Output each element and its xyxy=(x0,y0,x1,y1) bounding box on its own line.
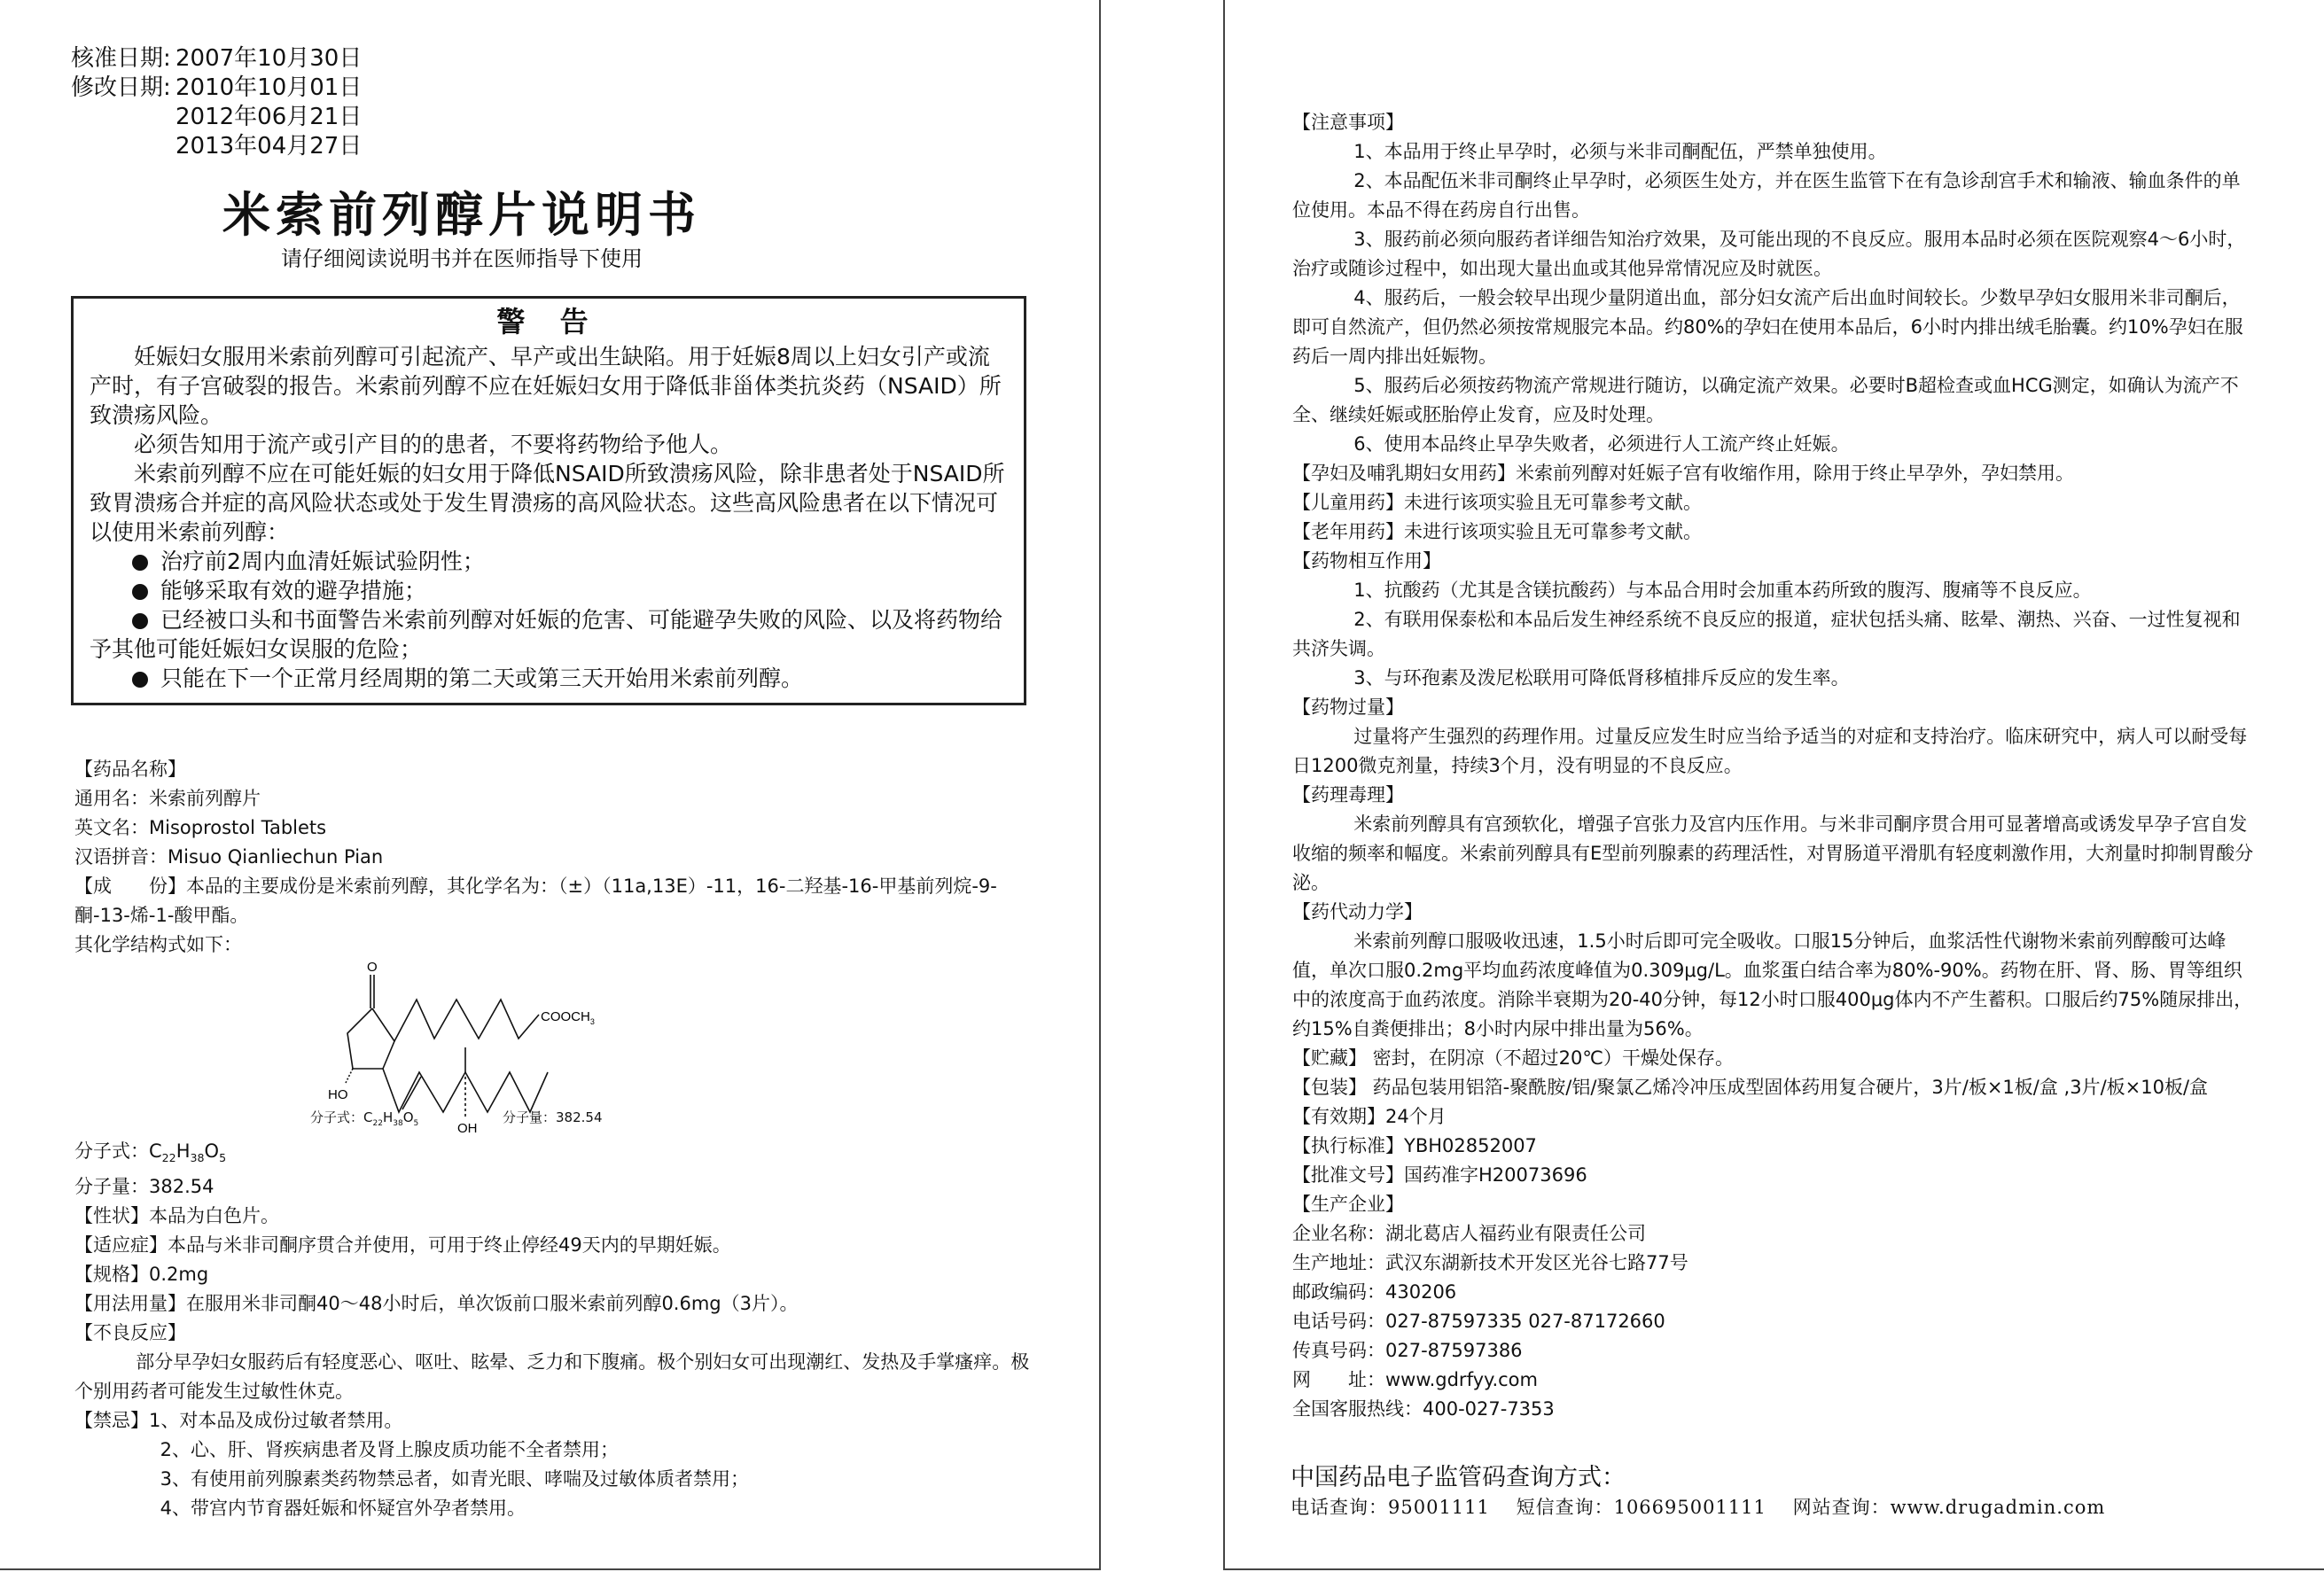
interaction-item: 2、有联用保泰松和本品后发生神经系统不良反应的报道，症状包括头痛、眩晕、潮热、兴奋、一过性复视和共济失调。 xyxy=(1292,609,2241,659)
chain-hydroxyl-label: OH xyxy=(457,1121,478,1134)
maker-postcode: 邮政编码：430206 xyxy=(1292,1281,1457,1303)
standard: 【执行标准】YBH02852007 xyxy=(1292,1135,1537,1156)
warning-bullet: 治疗前2周内血清妊娠试验阴性； xyxy=(160,549,485,574)
maker-fax: 传真号码：027-87597386 xyxy=(1292,1340,1523,1361)
structure-caption: 分子式：$C_{22}H_{38}O_5$ 分子量：382.54 xyxy=(310,1109,603,1128)
contraindication: 【禁忌】1、对本品及成份过敏者禁用。 xyxy=(74,1410,403,1432)
structure-weight-caption: 分子量：382.54 xyxy=(503,1109,603,1125)
maker-phone: 电话号码：027-87597335 027-87172660 xyxy=(1292,1311,1665,1332)
section-heading: 【药品名称】 xyxy=(74,759,186,780)
pharmacology-text: 米索前列醇具有宫颈软化，增强子宫张力及宫内压作用。与米非司酮序贯合用可显著增高或诱发早孕子宫自发收缩的频率和幅度。米索前列醇具有E型前列腺素的药理活性，对胃肠道平滑肌有轻度刺激作用，大剂量时抑制胃酸分泌。 xyxy=(1292,813,2254,893)
indication: 【适应症】本品与米非司酮序贯合并使用，可用于终止停经49天内的早期妊娠。 xyxy=(74,1234,731,1257)
right-column xyxy=(1292,108,2258,1424)
modify-date: 2013年04月27日 xyxy=(175,133,363,160)
revision-dates xyxy=(71,44,362,161)
generic-name: 通用名：米索前列醇片 xyxy=(74,788,261,809)
warning-paragraph: 必须告知用于流产或引产目的的患者，不要将药物给予他人。 xyxy=(134,432,733,457)
ketone-oxygen-label: O xyxy=(367,960,378,975)
section-heading: 【注意事项】 xyxy=(1292,112,1404,133)
pregnancy-use: 【孕妇及哺乳期妇女用药】米索前列醇对妊娠子宫有收缩作用，除用于终止早孕外，孕妇禁用。 xyxy=(1292,463,2074,484)
warning-paragraph: 妊娠妇女服用米索前列醇可引起流产、早产或出生缺陷。用于妊娠8周以上妇女引产或流产时，有子宫破裂的报告。米索前列醇不应在妊娠妇女用于降低非甾体类抗炎药（NSAID）所致溃疡风险。 xyxy=(90,344,1002,428)
precaution-item: 1、本品用于终止早孕时，必须与米非司酮配伍，严禁单独使用。 xyxy=(1353,141,1887,162)
modify-date-label: 修改日期: xyxy=(71,74,171,101)
precaution-item: 3、服药前必须向服药者详细告知治疗效果，及可能出现的不良反应。服用本品时必须在医院观察4～6小时，治疗或随诊过程中，如出现大量出血或其他异常情况应及时就医。 xyxy=(1292,229,2246,279)
bullet-icon xyxy=(132,672,148,688)
precaution-item: 2、本品配伍米非司酮终止早孕时，必须医生处方，并在医生监管下在有急诊刮宫手术和输液、输血条件的单位使用。本品不得在药房自行出售。 xyxy=(1292,170,2241,221)
document-subtitle: 请仔细阅读说明书并在医师指导下使用 xyxy=(281,246,643,271)
bullet-icon xyxy=(132,613,148,629)
warning-bullet: 只能在下一个正常月经周期的第二天或第三天开始用米索前列醇。 xyxy=(160,665,804,691)
ring-hydroxyl-label: HO xyxy=(328,1087,348,1102)
pharmacokinetics-text: 米索前列醇口服吸收迅速，1.5小时后即可完全吸收。口服15分钟后，血浆活性代谢物米索前列醇酸可达峰值，单次口服0.2mg平均血药浓度峰值为0.309μg/L。血浆蛋白结合率为80%-90%。药物在肝、肾、肠、胃等组织中的浓度高于血药浓度。消除半衰期为20-40分钟，每12小时口服400μg体内不产生蓄积。口服后约75%随尿排出，约15%自粪便排出；8小时内尿中排出量为56%。 xyxy=(1292,930,2253,1039)
approve-date-label: 核准日期: xyxy=(71,45,171,72)
molecular-formula: 分子式：$C_{22}H_{38}O_5$ xyxy=(74,1140,227,1165)
warning-box xyxy=(71,296,1026,705)
section-heading: 【生产企业】 xyxy=(1292,1194,1404,1215)
ester-label: $COOCH_3$ xyxy=(541,1009,595,1026)
left-column-bottom xyxy=(74,1137,1041,1523)
interaction-item: 3、与环孢素及泼尼松联用可降低肾移植排斥反应的发生率。 xyxy=(1353,667,1850,689)
approve-date: 2007年10月30日 xyxy=(175,45,363,72)
precaution-item: 4、服药后，一般会较早出现少量阴道出血，部分妇女流产后出血时间较长。少数早孕妇女服用米非司酮后，即可自然流产，但仍然必须按常规服完本品。约80%的孕妇在使用本品后，6小时内排出绒毛胎囊。约10%孕妇在服药后一周内排出妊娠物。 xyxy=(1292,287,2243,367)
section-heading: 【药代动力学】 xyxy=(1292,901,1423,922)
package: 【包装】 药品包装用铝箔-聚酰胺/铝/聚氯乙烯冷冲压成型固体药用复合硬片，3片/板×1板/盒 ,3片/板×10板/盒 xyxy=(1292,1077,2209,1098)
section-heading: 【药理毒理】 xyxy=(1292,784,1404,805)
section-heading: 【药物相互作用】 xyxy=(1292,550,1441,572)
warning-heading: 警 告 xyxy=(496,305,601,339)
pinyin-name: 汉语拼音：Misuo Qianliechun Pian xyxy=(74,846,384,868)
bullet-icon xyxy=(132,584,148,600)
molecular-weight: 分子量：382.54 xyxy=(74,1176,214,1198)
modify-date: 2010年10月01日 xyxy=(175,74,363,101)
precaution-item: 6、使用本品终止早孕失败者，必须进行人工流产终止妊娠。 xyxy=(1353,433,1850,455)
footer-web-query[interactable]: 网站查询：www.drugadmin.com xyxy=(1792,1497,2106,1518)
warning-paragraph: 米索前列醇不应在可能妊娠的妇女用于降低NSAID所致溃疡风险，除非患者处于NSAID所致胃溃疡合并症的高风险状态或处于发生胃溃疡的高风险状态。这些高风险患者在以下情况可以使用米索前列醇： xyxy=(90,461,1005,545)
pediatric-use: 【儿童用药】未进行该项实验且无可靠参考文献。 xyxy=(1292,492,1702,513)
document-title: 米索前列醇片说明书 xyxy=(222,187,701,243)
contraindication: 2、心、肝、肾疾病患者及肾上腺皮质功能不全者禁用； xyxy=(160,1439,619,1461)
warning-bullet: 能够采取有效的避孕措施； xyxy=(160,578,427,603)
validity: 【有效期】24个月 xyxy=(1292,1106,1447,1127)
approval-number: 【批准文号】国药准字H20073696 xyxy=(1292,1164,1587,1186)
contraindication: 4、带宫内节育器妊娠和怀疑宫外孕者禁用。 xyxy=(160,1498,526,1520)
storage: 【贮藏】 密封，在阴凉（不超过20℃）干燥处保存。 xyxy=(1292,1047,1734,1069)
maker-website[interactable]: 网 址：www.gdrfyy.com xyxy=(1292,1369,1538,1390)
composition: 【成 份】本品的主要成份是米索前列醇，其化学名为：（±）（11a,13E）-11，16-二羟基-16-甲基前列烷-9-酮-13-烯-1-酸甲酯。 xyxy=(74,875,997,926)
interaction-item: 1、抗酸药（尤其是含镁抗酸药）与本品合用时会加重本药所致的腹泻、腹痛等不良反应。 xyxy=(1353,580,2092,601)
section-heading: 【不良反应】 xyxy=(74,1322,186,1344)
footer-heading: 中国药品电子监管码查询方式： xyxy=(1291,1464,1626,1491)
drug-code-query-footer xyxy=(1291,1462,2125,1521)
maker-address: 生产地址：武汉东湖新技术开发区光谷七路77号 xyxy=(1292,1252,1688,1273)
adverse-reactions: 部分早孕妇女服药后有轻度恶心、呕吐、眩晕、乏力和下腹痛。极个别妇女可出现潮红、发热及手掌瘙痒。极个别用药者可能发生过敏性休克。 xyxy=(74,1351,1030,1403)
warning-bullet: 已经被口头和书面警告米索前列醇对妊娠的危害、可能避孕失败的风险、以及将药物给予其他可能妊娠妇女误服的危险； xyxy=(90,607,1003,662)
specification: 【规格】0.2mg xyxy=(74,1264,209,1286)
structure-intro: 其化学结构式如下： xyxy=(74,934,242,955)
bullet-icon xyxy=(132,555,148,571)
character: 【性状】本品为白色片。 xyxy=(74,1205,279,1227)
english-name: 英文名：Misoprostol Tablets xyxy=(74,817,327,838)
contraindication: 3、有使用前列腺素类药物禁忌者，如青光眼、哮喘及过敏体质者禁用； xyxy=(160,1468,749,1490)
maker-name: 企业名称：湖北葛店人福药业有限责任公司 xyxy=(1292,1223,1646,1244)
modify-date: 2012年06月21日 xyxy=(175,104,363,130)
precaution-item: 5、服药后必须按药物流产常规进行随访，以确定流产效果。必要时B超检查或血HCG测定，如确认为流产不全、继续妊娠或胚胎停止发育，应及时处理。 xyxy=(1292,375,2239,425)
maker-hotline: 全国客服热线：400-027-7353 xyxy=(1292,1398,1555,1420)
section-heading: 【药物过量】 xyxy=(1292,697,1404,718)
dosage: 【用法用量】在服用米非司酮40～48小时后，单次饭前口服米索前列醇0.6mg（3片）。 xyxy=(74,1293,799,1315)
footer-sms-query: 短信查询：106695001111 xyxy=(1516,1497,1766,1518)
footer-phone-query: 电话查询：95001111 xyxy=(1291,1497,1490,1518)
geriatric-use: 【老年用药】未进行该项实验且无可靠参考文献。 xyxy=(1292,521,1702,542)
left-column-top xyxy=(74,755,1041,960)
overdose-text: 过量将产生强烈的药理作用。过量反应发生时应当给予适当的对症和支持治疗。临床研究中，病人可以耐受每日1200微克剂量，持续3个月，没有明显的不良反应。 xyxy=(1292,726,2248,776)
